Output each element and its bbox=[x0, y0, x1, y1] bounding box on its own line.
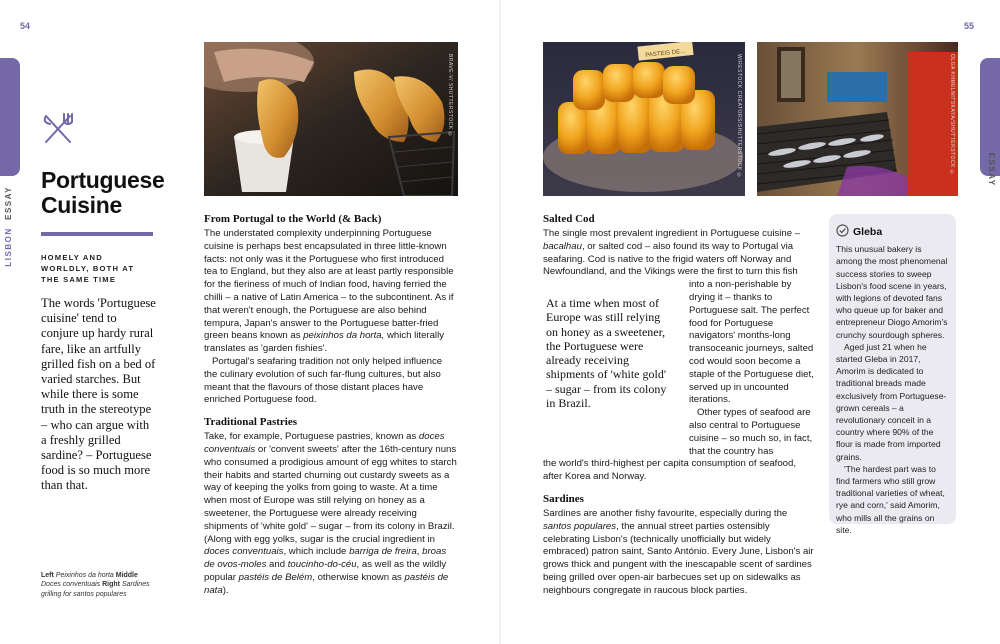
gleba-sidebar bbox=[829, 214, 956, 535]
paragraph-col1-2: Portugal's seafaring tradition not only helped influence the culinary evolution of such far-flung cultures, but also meant that the flavours of those distant places have enriched Portuguese food. bbox=[204, 355, 443, 406]
checkmark-badge-icon bbox=[836, 224, 849, 240]
heading-portugal-to-world: From Portugal to the World (& Back) bbox=[204, 213, 382, 225]
page-number-left: 54 bbox=[20, 21, 31, 31]
heading-salted-cod: Salted Cod bbox=[543, 213, 595, 225]
heading-traditional-pastries: Traditional Pastries bbox=[204, 416, 297, 429]
heading-sardines: Sardines bbox=[543, 492, 584, 505]
text-span: and bbox=[266, 559, 288, 571]
fork-knife-icon bbox=[40, 110, 78, 153]
caption-right-label: Right bbox=[102, 581, 120, 589]
article-title-line2: Cuisine bbox=[41, 192, 122, 218]
text-span: The understated complexity underpinning Portuguese cuisine is perhaps best encapsulated in three little-known facts: not only was it the Portuguese who first introduced tea to England, but they also are at least partly responsible for the fieriness of much of Indian food, having ferried the chilli – a native of Latin America – to the subcontinent. As if that weren't enough, the Portuguese are also behind tempura, Japan's answer to the Portuguese batter-fried green beans known as bbox=[204, 228, 454, 342]
chapter-tab-left bbox=[0, 58, 20, 176]
pastry-pile bbox=[558, 62, 715, 154]
sidebar-paragraph-1: This unusual bakery is among the most phenomenal success stories to sweep Lisbon's food scene in years, with legions of devoted fans who queue up for baker and entrepreneur Diogo Amorim's crunchy sourdough spheres. bbox=[836, 244, 948, 340]
section-label-left bbox=[4, 186, 13, 267]
title-rule bbox=[41, 232, 153, 236]
paragraph-col2-wrap1: into a non-perishable by drying it – thanks to Portuguese salt. The perfect food for Portuguese navigators' months-long transoceanic journeys, salted cod would soon become a staple of the Portuguese diet, served up in uncounted iterations. bbox=[689, 279, 814, 406]
paragraph-col2-1 bbox=[543, 228, 815, 279]
caption-middle-label: Middle bbox=[115, 572, 138, 579]
italic-term: doces conventuais bbox=[204, 431, 445, 455]
sidebar-paragraph-3: 'The hardest part was to find farmers who still grow traditional varieties of wheat, rye and corn,' said Amorim, who mills all the grains on site. bbox=[836, 463, 945, 535]
section-label-city: LISBON bbox=[4, 227, 13, 267]
article-kicker: HOMELY AND WORLDLY, BOTH AT THE SAME TIME bbox=[41, 253, 135, 284]
photo-credit-1: BRAVE-V/ SHUTTERSTOCK © bbox=[447, 54, 453, 138]
photo-peixinhos-image bbox=[204, 42, 458, 196]
caption-left-text: Peixinhos da horta bbox=[55, 572, 114, 579]
italic-term: broas de ovos-moles bbox=[204, 546, 447, 571]
paragraph-col2-wrap2: Other types of seafood are also central to Portuguese cuisine – so much so, in fact, that the country has bbox=[689, 407, 813, 457]
caption-right-text: Sardines grilling for santos populares bbox=[41, 581, 150, 598]
price-sign-text: PASTEIS DE... bbox=[645, 48, 686, 59]
caption-left-label: Left bbox=[41, 572, 54, 579]
sidebar-heading bbox=[836, 224, 949, 240]
article-intro: The words 'Portuguese cuisine' tend to conjure up hardy rural fare, like an artfully grilled fish on a bed of varied starches. But while there is some truth in the stereotype – who can argue with a freshly grilled sardine? – Portuguese food is so much more than that. bbox=[41, 296, 156, 493]
text-span: , bbox=[416, 546, 423, 558]
text-span: , as well as the wildly popular bbox=[204, 559, 447, 583]
paragraph-col1-1 bbox=[204, 228, 458, 356]
italic-term: pastéis de nata bbox=[204, 571, 449, 596]
text-span: The single most prevalent ingredient in Portuguese cuisine – bbox=[543, 228, 801, 239]
text-span: , or salted cod – also found its way to Portugal via seafaring. Cod is native to the frigid waters off Norway and Newfoundland, and the Vikings were the first to turn this fish bbox=[543, 240, 798, 278]
photo-credit-3: OLGA KHMELNITSKAYA/SHUTTERSTOCK © bbox=[949, 54, 955, 177]
text-span: , which include bbox=[283, 546, 350, 558]
photo-doces-image bbox=[543, 42, 745, 196]
photo-sardines-image bbox=[757, 42, 958, 196]
italic-term: bacalhau bbox=[543, 240, 582, 252]
paragraph-col1-3 bbox=[204, 431, 458, 597]
text-span: ). bbox=[222, 584, 229, 596]
italic-term: pastéis de Belém bbox=[238, 571, 313, 583]
article-column-1 bbox=[204, 213, 458, 598]
section-label-type-right: ESSAY bbox=[987, 152, 996, 187]
sidebar-paragraph-2: Aged just 21 when he started Gleba in 2017, Amorim is dedicated to traditional breads made exclusively from Portuguese-grown cereals – a revolutionary conceit in a country where 90% of the flour is made from imported grains. bbox=[836, 341, 947, 462]
paragraph-col2-tail: the world's third-highest per capita consumption of seafood, after Korea and Norway. bbox=[543, 458, 797, 483]
text-span: which literally translates as 'garden fishies'. bbox=[204, 330, 444, 355]
italic-term: peixinhos da horta, bbox=[303, 330, 385, 342]
photo-credit-2: WIRESTOCK CREATORS/SHUTTERSTOCK © bbox=[736, 54, 742, 179]
photo-doces-conventuais bbox=[543, 42, 745, 196]
page-number-right: 55 bbox=[964, 21, 975, 31]
section-label-right bbox=[987, 106, 996, 186]
section-label-city-right: LISBON bbox=[987, 106, 996, 146]
photo-peixinhos-da-horta bbox=[204, 42, 458, 196]
italic-term: doces conventuais bbox=[204, 546, 284, 558]
section-label-type: ESSAY bbox=[4, 186, 13, 220]
text-span: or 'convent sweets' after the 16th-century nuns who consumed a prodigious amount of egg whites to starch their habits and started churning out custardy sweets as a way of keeping the yolks from going to waste. At a time when most of Europe was still relying on honey as a sweetener, the Portuguese were already receiving shipments of 'white gold' – sugar – from its colony in Brazil. (Along with egg yolks, sugar is the crucial ingredient in bbox=[204, 443, 457, 545]
sidebar-title: Gleba bbox=[853, 226, 883, 238]
paragraph-col2-3 bbox=[543, 508, 815, 598]
caption-middle-text: Doces conventuais bbox=[41, 581, 101, 589]
page-gutter bbox=[499, 0, 501, 644]
italic-term: toucinho-do-céu bbox=[287, 559, 357, 571]
italic-term: barriga de freira bbox=[349, 546, 417, 558]
text-span: Sardines are another fishy favourite, especially during the bbox=[543, 507, 788, 519]
text-span: , otherwise known as bbox=[312, 571, 405, 583]
text-span: , the annual street parties ostensibly celebrating Lisbon's (technically unofficially but widely embraced) patron saint, Santo António. Every June, Lisbon's air grows thick and pungent with the inescapable scent of sardines being grilled over open-air barbecues set up on sidewalks as neighbours congregate in raucous block parties. bbox=[543, 520, 814, 596]
italic-term: santos populares bbox=[543, 520, 617, 532]
pull-quote: At a time when most of Europe was still relying on honey as a sweetener, the Portuguese were already receiving shipments of 'white gold' – sugar – from its colony in Brazil. bbox=[546, 296, 667, 411]
text-span: Take, for example, Portuguese pastries, known as bbox=[204, 431, 419, 443]
wrapped-text bbox=[689, 279, 815, 458]
photo-caption bbox=[41, 571, 156, 599]
photo-sardines-grilling bbox=[757, 42, 958, 196]
article-title-line1: Portuguese bbox=[41, 167, 165, 193]
article-title bbox=[41, 168, 165, 218]
